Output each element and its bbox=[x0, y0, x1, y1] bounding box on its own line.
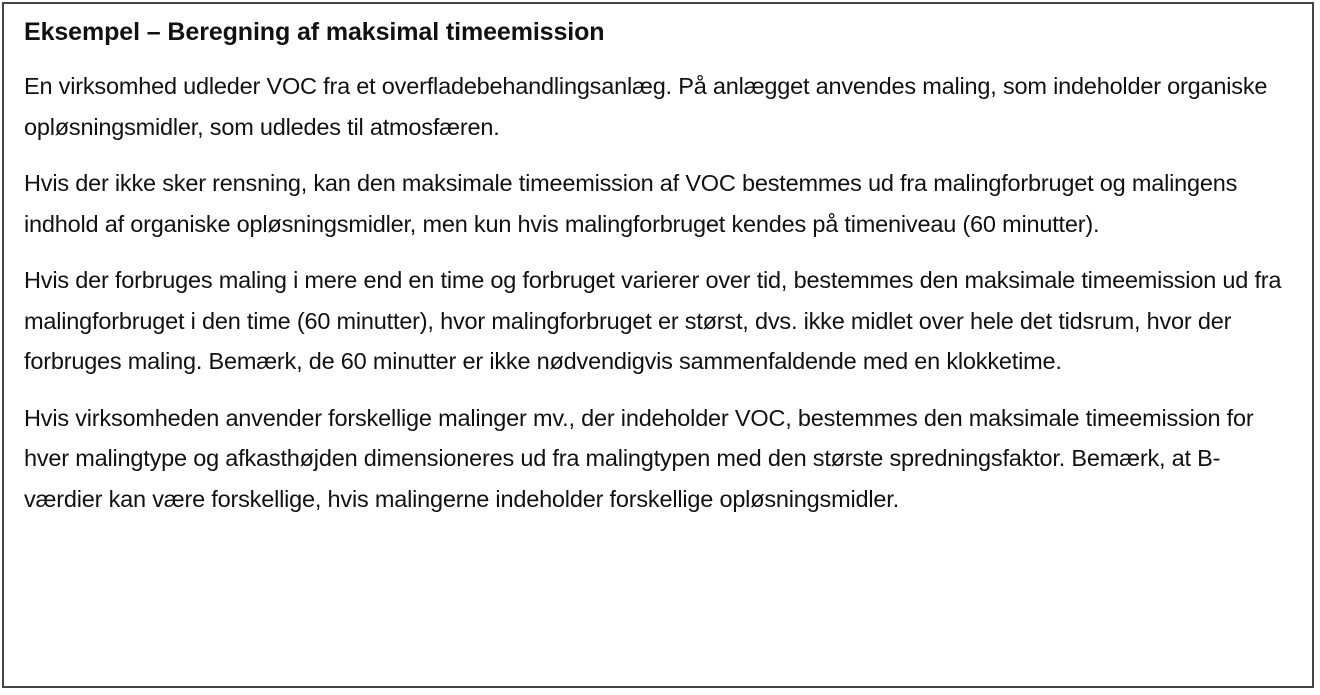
paragraph-3: Hvis der forbruges maling i mere end en time og forbruget varierer over tid, bestemmes den maksimale timeemission ud fra malingforbruget i den time (60 minutter), hvor malingforbruget er størst, dvs. ikke midlet over hele det tidsrum, hvor der forbruges maling. Bemærk, de 60 minutter er ikke nødvendigvis sammenfaldende med en klokketime. bbox=[24, 267, 1282, 374]
example-title: Eksempel – Beregning af maksimal timeemission bbox=[24, 18, 605, 46]
paragraph-1: En virksomhed udleder VOC fra et overfladebehandlingsanlæg. På anlægget anvendes maling, som indeholder organiske opløsningsmidler, som udledes til atmosfæren. bbox=[24, 73, 1268, 140]
paragraph-4: Hvis virksomheden anvender forskellige malinger mv., der indeholder VOC, bestemmes den maksimale timeemission for hver malingtype og afkasthøjden dimensioneres ud fra malingtypen med den største spredningsfaktor. Bemærk, at B-værdier kan være forskellige, hvis malingerne indeholder forskellige opløsningsmidler. bbox=[24, 404, 1254, 512]
paragraph-2: Hvis der ikke sker rensning, kan den maksimale timeemission af VOC bestemmes ud fra malingforbruget og malingens indhold af organiske opløsningsmidler, men kun hvis malingforbruget kendes på timeniveau (60 minutter). bbox=[24, 170, 1238, 237]
example-box bbox=[2, 2, 1314, 688]
